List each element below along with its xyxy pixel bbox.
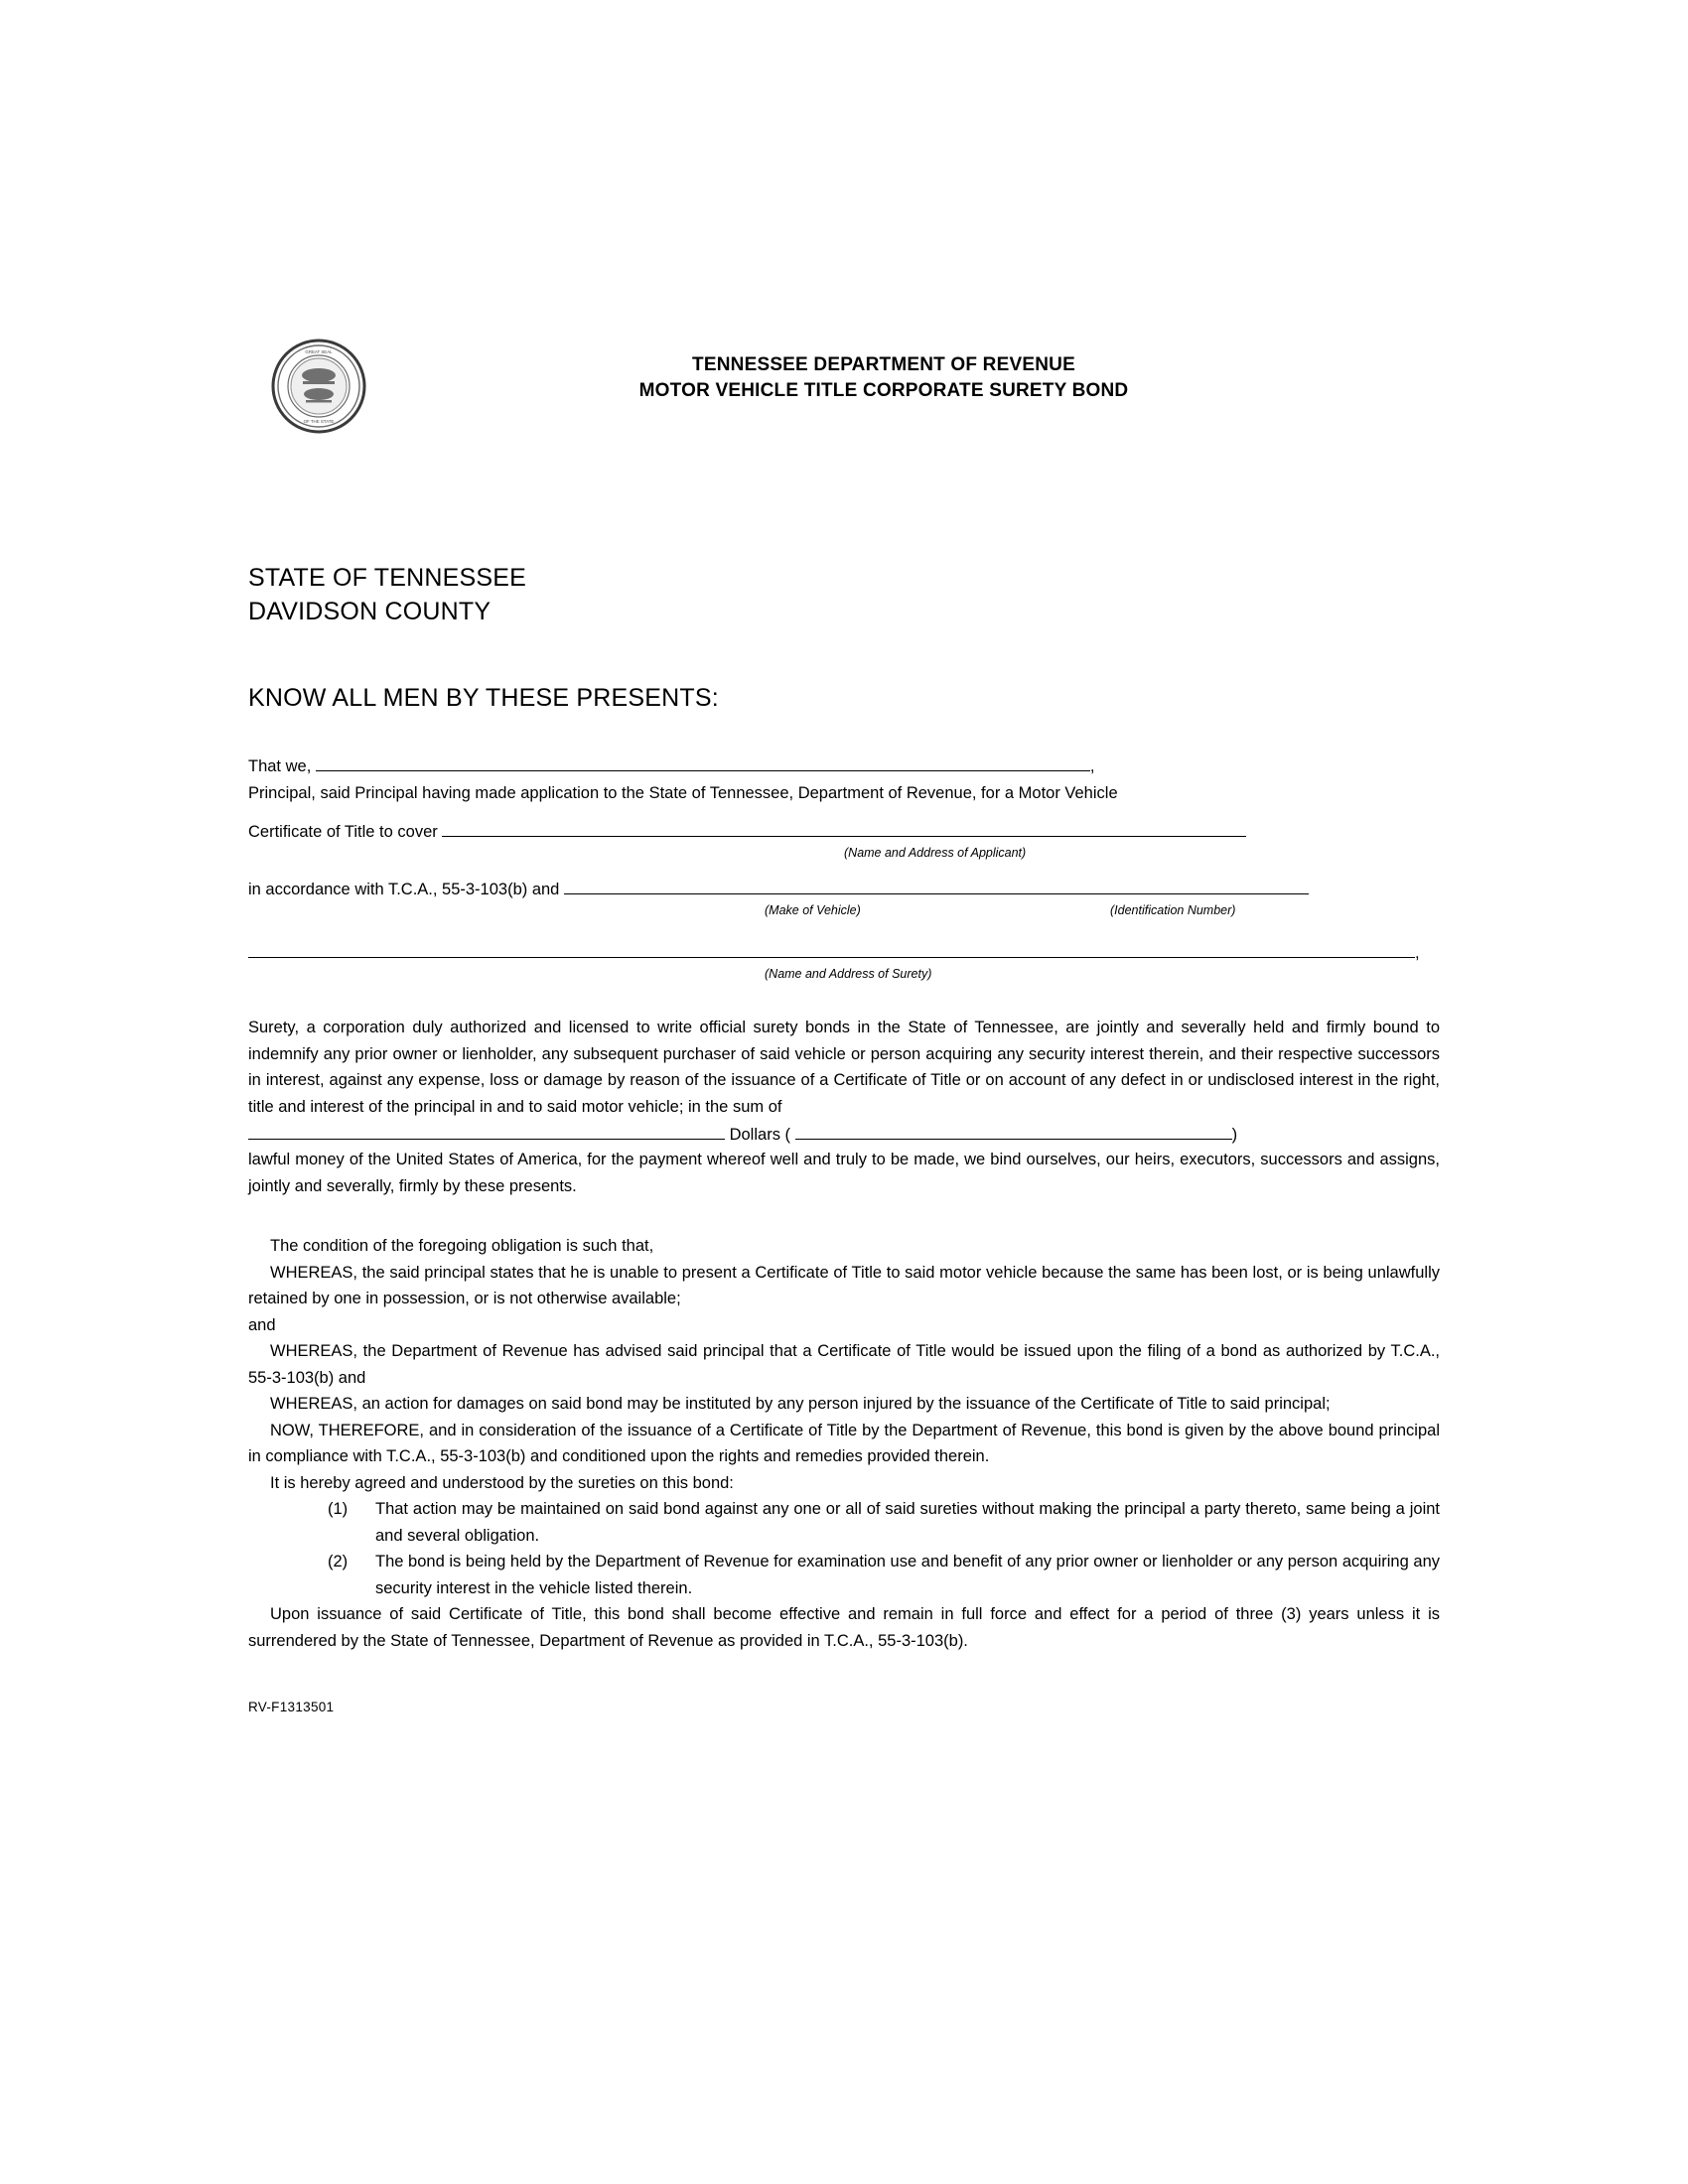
closing-paragraph: Upon issuance of said Certificate of Title, this bond shall become effective and remain in full force and effect for a period of three (3) years unless it is surrendered by the State of Tennessee, Department of Revenue as provided in T.C.A., 55-3-103(b). <box>248 1605 1440 1650</box>
agreed-intro: It is hereby agreed and understood by the sureties on this bond: <box>270 1473 734 1492</box>
county-line: DAVIDSON COUNTY <box>248 598 492 625</box>
that-we-label: That we, <box>248 757 312 775</box>
vehicle-make-id-field[interactable] <box>564 879 1309 894</box>
surety-caption-row <box>248 967 1440 989</box>
principal-name-field[interactable] <box>316 755 1090 771</box>
dollars-close-paren: ) <box>1231 1126 1238 1144</box>
surety-row <box>248 941 1440 965</box>
header-title-line-2: MOTOR VEHICLE TITLE CORPORATE SURETY BOND <box>638 380 1129 401</box>
list-item <box>328 1549 1440 1601</box>
document-content <box>248 338 1440 1714</box>
amount-numeric-field[interactable] <box>795 1124 1232 1140</box>
identification-number-caption: (Identification Number) <box>1110 903 1236 917</box>
form-code: RV-F1313501 <box>248 1700 335 1714</box>
state-county-block <box>248 561 1440 628</box>
applicant-caption: (Name and Address of Applicant) <box>844 846 1027 860</box>
header-title-line-1: TENNESSEE DEPARTMENT OF REVENUE <box>692 354 1075 375</box>
principal-application-line: Principal, said Principal having made application to the State of Tennessee, Department of Revenue, for a Motor Vehicle <box>248 784 1118 802</box>
svg-text:OF THE STATE: OF THE STATE <box>303 419 335 424</box>
tennessee-state-seal-icon <box>270 338 367 435</box>
sum-amount-row <box>248 1124 1440 1145</box>
now-therefore: NOW, THEREFORE, and in consideration of the issuance of a Certificate of Title by the Department of Revenue, this bond is given by the above bound principal in compliance with T.C.A., 55-3-103(b) and conditioned upon the rights and remedies provided therein. <box>248 1421 1440 1465</box>
state-line: STATE OF TENNESSEE <box>248 564 527 592</box>
list-item <box>328 1496 1440 1549</box>
surety-paragraph: Surety, a corporation duly authorized and licensed to write official surety bonds in the State of Tennessee, are jointly and severally held and firmly bound to indemnify any prior owner or lienholder, any subsequent purchaser of said vehicle or person acquiring any security interest therein, and their respective successors in interest, against any expense, loss or damage by reason of the issuance of a Certificate of Title or on account of any defect in or undisclosed interest in the right, title and interest of the principal in and to said motor vehicle; in the sum of <box>248 1019 1440 1116</box>
closing-block <box>248 1601 1440 1654</box>
certificate-cover-label: Certificate of Title to cover <box>248 823 438 841</box>
dollars-label: Dollars ( <box>729 1126 791 1144</box>
and-word: and <box>248 1315 276 1334</box>
condition-intro: The condition of the foregoing obligation is such that, <box>270 1237 654 1255</box>
lawful-money-paragraph: lawful money of the United States of America, for the payment whereof well and truly to be made, we bind ourselves, our heirs, executors, successors and assigns, jointly and severally, firmly by these presents. <box>248 1151 1440 1195</box>
surety-comma: , <box>1415 944 1420 962</box>
item-2-number: (2) <box>328 1553 349 1570</box>
whereas-3: WHEREAS, an action for damages on said bond may be instituted by any person injured by the issuance of the Certificate of Title to said principal; <box>270 1395 1331 1413</box>
amount-words-field[interactable] <box>248 1124 725 1140</box>
document-header <box>248 338 1440 447</box>
header-title-block <box>487 352 1281 404</box>
item-1-number: (1) <box>328 1500 349 1518</box>
item-1-text: That action may be maintained on said bond against any one or all of said sureties without making the principal a party thereto, same being a joint and several obligation. <box>375 1500 1440 1545</box>
certificate-cover-row <box>248 820 1440 844</box>
surety-name-address-field[interactable] <box>248 942 1415 958</box>
that-we-row <box>248 754 1440 778</box>
item-2-text: The bond is being held by the Department of Revenue for examination use and benefit of any prior owner or lienholder or any person acquiring any security interest in the vehicle listed therein. <box>375 1553 1440 1597</box>
applicant-caption-row <box>248 846 1440 868</box>
know-all-men-heading: KNOW ALL MEN BY THESE PRESENTS: <box>248 684 719 712</box>
applicant-name-address-field[interactable] <box>442 821 1246 837</box>
conditions-block <box>248 1233 1440 1496</box>
surety-caption: (Name and Address of Surety) <box>765 967 932 981</box>
svg-text:GREAT SEAL: GREAT SEAL <box>305 349 333 354</box>
accordance-row <box>248 878 1440 901</box>
numbered-list <box>248 1496 1440 1601</box>
make-of-vehicle-caption: (Make of Vehicle) <box>765 903 861 917</box>
accordance-label: in accordance with T.C.A., 55-3-103(b) and <box>248 881 560 898</box>
vehicle-caption-row <box>248 903 1440 927</box>
that-we-comma: , <box>1089 757 1095 775</box>
whereas-2: WHEREAS, the Department of Revenue has advised said principal that a Certificate of Title would be issued upon the filing of a bond as authorized by T.C.A., 55-3-103(b) and <box>248 1342 1440 1387</box>
whereas-1: WHEREAS, the said principal states that he is unable to present a Certificate of Title to said motor vehicle because the same has been lost, or is being unlawfully retained by one in possession, or is not otherwise available; <box>248 1263 1440 1307</box>
